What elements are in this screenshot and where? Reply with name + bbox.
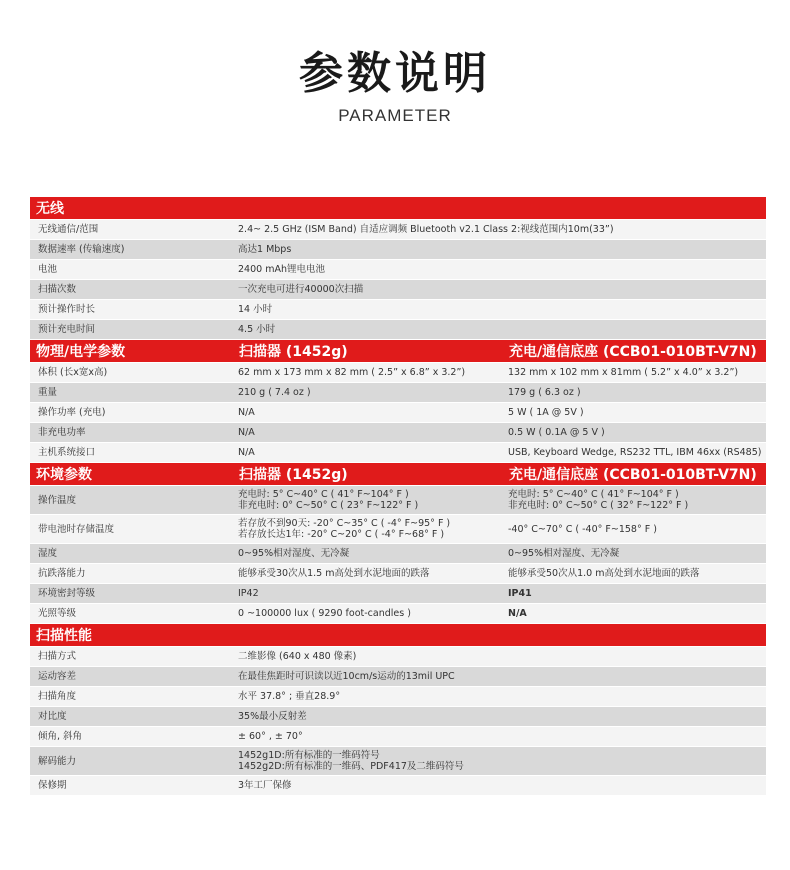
row-label: 倾角, 斜角	[38, 731, 83, 742]
row-value-base: 能够承受50次从1.0 m高处到水泥地面的跌落	[508, 568, 700, 579]
row-value-scanner: N/A	[238, 407, 255, 418]
table-row	[30, 240, 766, 260]
value-line: 充电时: 5° C~40° C ( 41° F~104° F )	[238, 489, 409, 500]
table-row	[30, 584, 766, 604]
section-title: 物理/电学参数	[36, 344, 126, 360]
row-label: 非充电功率	[38, 427, 86, 438]
table-row	[30, 604, 766, 624]
row-label: 重量	[38, 387, 58, 398]
row-value: 高达1 Mbps	[238, 244, 292, 255]
row-value: 35%最小反射差	[238, 711, 307, 722]
row-value: 2.4~ 2.5 GHz (ISM Band) 自适应调频 Bluetooth v2.1 Class 2:视线范围内10m(33”)	[238, 224, 614, 235]
section-header-physical	[30, 340, 766, 362]
row-value: 14 小时	[238, 304, 273, 315]
row-label: 带电池时存储温度	[38, 523, 115, 535]
row-label: 保修期	[38, 780, 67, 791]
row-label: 解码能力	[38, 755, 77, 767]
row-value-base: 179 g ( 6.3 oz )	[508, 387, 581, 398]
row-label: 电池	[38, 264, 58, 275]
row-value-base	[503, 522, 766, 537]
table-row	[30, 544, 766, 564]
row-label: 操作功率 (充电)	[38, 407, 106, 418]
row-label: 对比度	[38, 711, 67, 722]
row-value: 一次充电可进行40000次扫描	[238, 284, 364, 295]
section-col-scanner: 扫描器 (1452g)	[239, 467, 348, 483]
row-value-scanner: 能够承受30次从1.5 m高处到水泥地面的跌落	[238, 568, 430, 579]
section-col-base: 充电/通信底座 (CCB01-010BT-V7N)	[509, 344, 757, 360]
row-value: 在最佳焦距时可识读以近10cm/s运动的13mil UPC	[238, 671, 455, 682]
value-line: 1452g2D:所有标准的一维码、PDF417及二维码符号	[238, 761, 464, 772]
section-title: 无线	[36, 201, 64, 217]
row-value: 4.5 小时	[238, 324, 276, 335]
row-label: 主机系统接口	[38, 447, 96, 458]
row-value-scanner: 0 ~100000 lux ( 9290 foot-candles )	[238, 608, 411, 619]
row-value: 二维影像 (640 x 480 像素)	[238, 651, 357, 662]
row-value-base: 0.5 W ( 0.1A @ 5 V )	[508, 427, 605, 438]
row-label: 预计充电时间	[38, 324, 96, 335]
table-row	[30, 486, 766, 515]
row-label: 预计操作时长	[38, 304, 96, 315]
section-col-scanner: 扫描器 (1452g)	[239, 344, 348, 360]
table-row	[30, 300, 766, 320]
table-row	[30, 707, 766, 727]
value-line: -40° C~70° C ( -40° F~158° F )	[508, 523, 657, 535]
row-value-scanner: 210 g ( 7.4 oz )	[238, 387, 311, 398]
row-value-base: N/A	[508, 608, 527, 619]
row-label: 抗跌落能力	[38, 568, 86, 579]
section-header-wireless	[30, 197, 766, 219]
table-row	[30, 747, 766, 776]
value-line: 若存放长达1年: -20° C~20° C ( -4° F~68° F )	[238, 529, 445, 540]
row-value-scanner: N/A	[238, 447, 255, 458]
section-title: 环境参数	[36, 467, 92, 483]
table-row	[30, 220, 766, 240]
spec-table	[30, 197, 766, 796]
table-row	[30, 443, 766, 463]
row-label: 运动容差	[38, 671, 77, 682]
table-row	[30, 564, 766, 584]
table-row	[30, 687, 766, 707]
row-value-base: 0~95%相对湿度、无冷凝	[508, 548, 620, 559]
table-row	[30, 280, 766, 300]
table-row	[30, 403, 766, 423]
row-value: ± 60° , ± 70°	[238, 731, 303, 742]
value-line: 若存放不到90天: -20° C~35° C ( -4° F~95° F )	[238, 518, 451, 529]
page-subtitle: PARAMETER	[338, 106, 452, 125]
row-value-base: IP41	[508, 588, 532, 599]
row-label: 扫描次数	[38, 284, 77, 295]
row-value-scanner: IP42	[238, 588, 259, 599]
section-title: 扫描性能	[36, 628, 92, 644]
row-label: 湿度	[38, 548, 58, 559]
row-label: 操作温度	[38, 494, 77, 506]
row-label: 扫描角度	[38, 691, 77, 702]
row-label: 光照等级	[38, 608, 77, 619]
row-label: 扫描方式	[38, 651, 77, 662]
row-value-scanner	[233, 487, 503, 513]
row-value-base: USB, Keyboard Wedge, RS232 TTL, IBM 46xx (RS485)	[508, 447, 762, 458]
table-row	[30, 647, 766, 667]
table-row	[30, 383, 766, 403]
row-value-scanner: 62 mm x 173 mm x 82 mm ( 2.5” x 6.8” x 3.2”)	[238, 367, 466, 378]
table-row	[30, 727, 766, 747]
row-label: 数据速率 (传输速度)	[38, 244, 125, 255]
table-row	[30, 776, 766, 796]
row-value: 3年工厂保修	[238, 780, 292, 791]
table-row	[30, 423, 766, 443]
value-line: 非充电时: 0° C~50° C ( 23° F~122° F )	[238, 500, 419, 511]
row-value-base	[503, 487, 766, 513]
section-col-base: 充电/通信底座 (CCB01-010BT-V7N)	[509, 467, 757, 483]
table-row	[30, 667, 766, 687]
row-value-scanner: N/A	[238, 427, 255, 438]
row-value-base: 132 mm x 102 mm x 81mm ( 5.2” x 4.0” x 3.2”)	[508, 367, 739, 378]
row-label: 无线通信/范围	[38, 224, 99, 235]
row-value: 2400 mAh锂电电池	[238, 264, 325, 275]
row-value-scanner	[233, 516, 503, 542]
table-row	[30, 515, 766, 544]
section-header-scanning	[30, 624, 766, 646]
row-label: 体积 (长x宽x高)	[38, 367, 108, 378]
row-value-scanner: 0~95%相对湿度、无冷凝	[238, 548, 350, 559]
table-row	[30, 363, 766, 383]
table-row	[30, 260, 766, 280]
value-line: 1452g1D:所有标准的一维码符号	[238, 750, 380, 761]
row-value-base: 5 W ( 1A @ 5V )	[508, 407, 584, 418]
value-line: 充电时: 5° C~40° C ( 41° F~104° F )	[508, 489, 679, 500]
row-value: 水平 37.8° ; 垂直28.9°	[238, 691, 341, 702]
table-row	[30, 320, 766, 340]
section-header-environment	[30, 463, 766, 485]
row-label: 环境密封等级	[38, 588, 96, 599]
value-line: 非充电时: 0° C~50° C ( 32° F~122° F )	[508, 500, 689, 511]
page-title: 参数说明	[299, 48, 491, 99]
row-value	[233, 748, 766, 774]
